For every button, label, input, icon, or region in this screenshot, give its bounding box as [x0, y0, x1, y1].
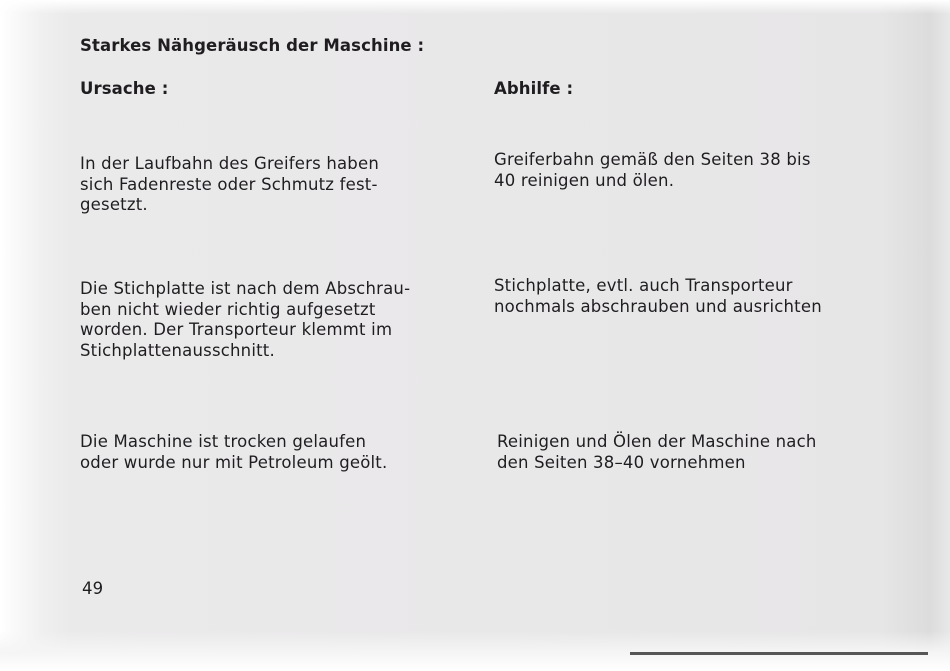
- cause-line: Die Stichplatte ist nach dem Abschrau-: [80, 279, 411, 298]
- cause-entry-2: [80, 279, 440, 361]
- remedy-line: Greiferbahn gemäß den Seiten 38 bis: [494, 150, 811, 169]
- cause-line: sich Fadenreste oder Schmutz fest-: [80, 174, 378, 194]
- page-number: 49: [82, 579, 104, 598]
- cause-column-header: Ursache :: [80, 79, 169, 98]
- remedy-line: den Seiten 38–40 vornehmen: [497, 452, 746, 472]
- page-edge-line: [630, 652, 928, 655]
- remedy-entry-1: [494, 150, 854, 191]
- remedy-line: nochmals abschrauben und ausrichten: [494, 296, 822, 316]
- cause-entry-3: [80, 432, 450, 473]
- cause-line: gesetzt.: [80, 195, 148, 214]
- cause-entry-1: [80, 154, 440, 216]
- cause-line: worden. Der Transporteur klemmt im: [80, 320, 393, 339]
- cause-line: oder wurde nur mit Petroleum geölt.: [80, 452, 388, 472]
- cause-line: Die Maschine ist trocken gelaufen: [80, 432, 367, 451]
- remedy-column-header: Abhilfe :: [494, 79, 574, 98]
- cause-line: ben nicht wieder richtig aufgesetzt: [80, 299, 376, 319]
- remedy-entry-2: [494, 276, 854, 317]
- remedy-entry-3: [497, 432, 867, 473]
- page-heading: Starkes Nähgeräusch der Maschine :: [80, 36, 425, 55]
- page-bottom-shading: [0, 631, 950, 671]
- page-top-shading: [0, 0, 950, 14]
- remedy-line: 40 reinigen und ölen.: [494, 170, 675, 190]
- cause-line: Stichplattenausschnitt.: [80, 340, 275, 360]
- remedy-line: Stichplatte, evtl. auch Transporteur: [494, 276, 793, 295]
- remedy-line: Reinigen und Ölen der Maschine nach: [497, 432, 817, 451]
- cause-line: In der Laufbahn des Greifers haben: [80, 154, 379, 173]
